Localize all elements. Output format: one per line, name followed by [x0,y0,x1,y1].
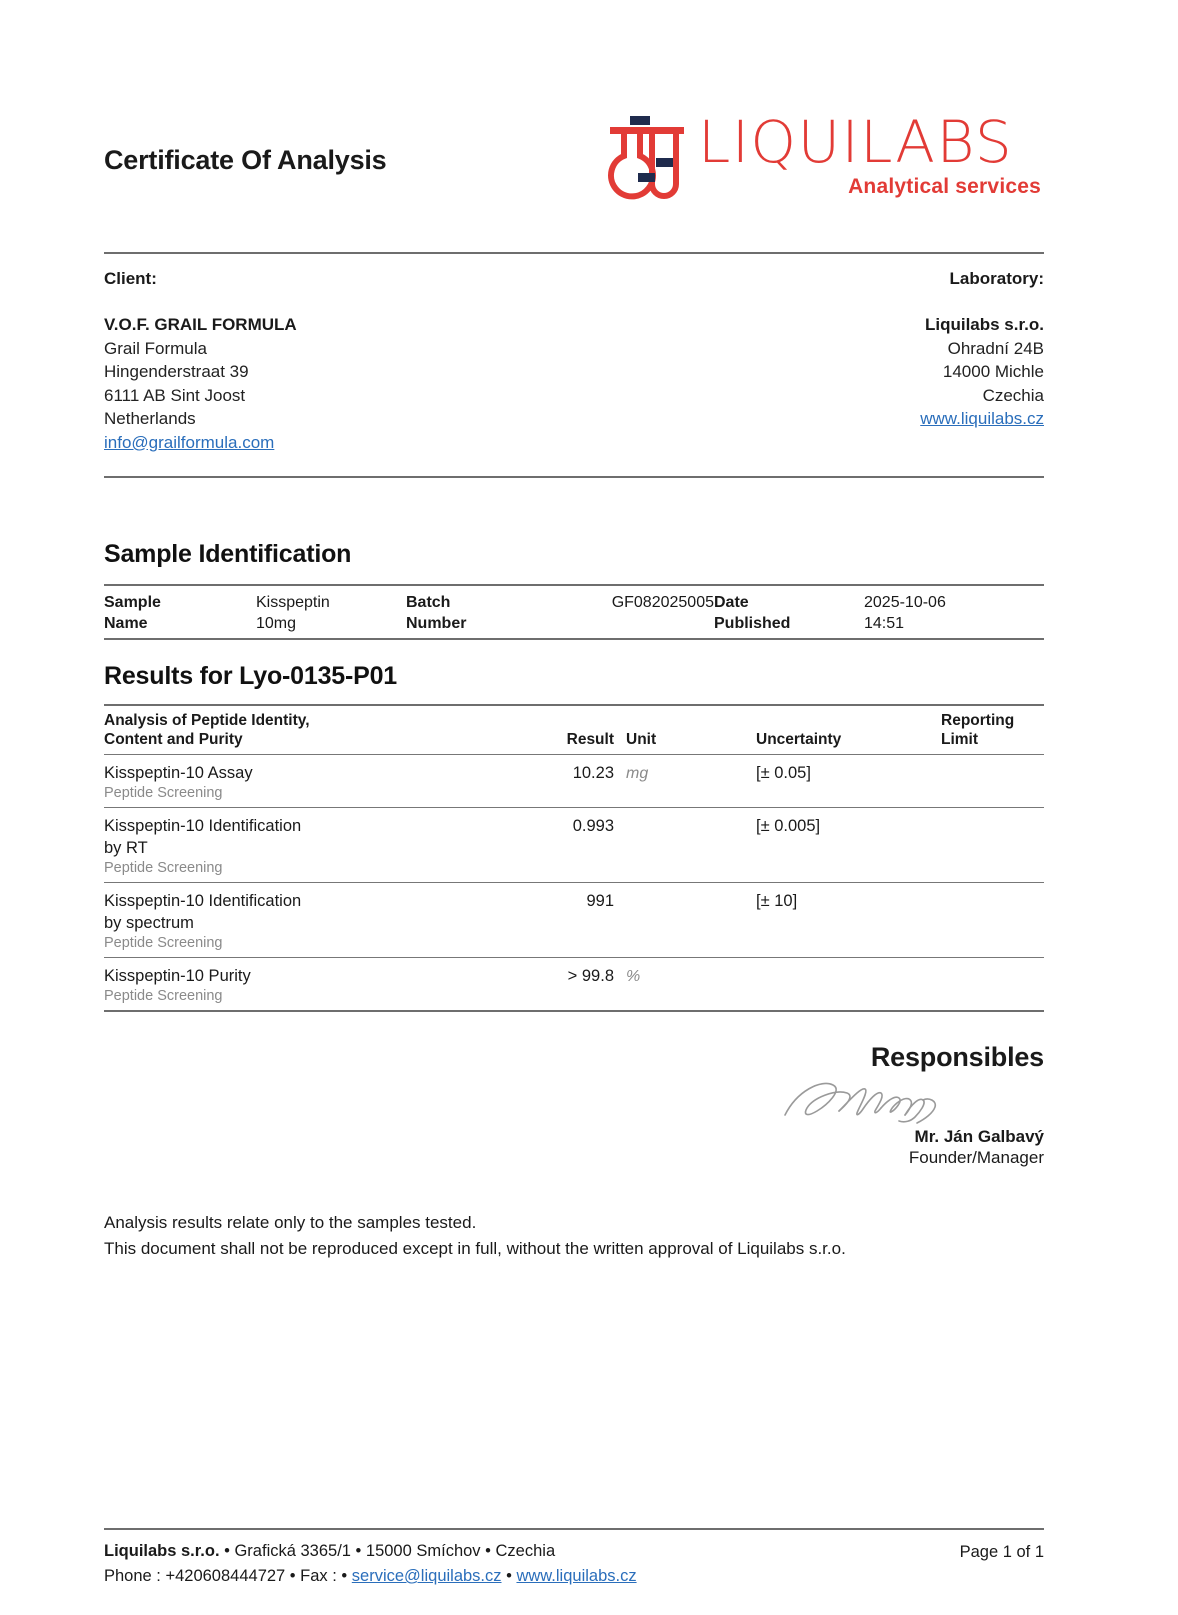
result-uncertainty [756,958,941,1011]
footer-content [104,1530,1044,1589]
laboratory-line-3: Czechia [982,385,1044,405]
client-address [104,313,297,454]
table-row [104,808,1044,883]
sample-name-value-line1: Kisspeptin [256,594,330,611]
result-name-line2: by spectrum [104,914,194,932]
logo-text [698,108,1044,199]
date-published-value-line2: 14:51 [864,615,905,632]
date-published-label-line1: Date [714,594,749,611]
footer-contact-line [104,1564,637,1589]
result-uncertainty: [± 0.05] [756,755,941,808]
result-uncertainty: [± 0.005] [756,808,941,883]
client-name: V.O.F. GRAIL FORMULA [104,315,297,334]
disclaimer-line-1: Analysis results relate only to the samples tested. [104,1213,477,1232]
result-name: Kisspeptin-10 Identification [104,892,302,910]
page-title: Certificate Of Analysis [104,145,387,175]
table-row [104,958,1044,1011]
company-logo [594,105,1044,220]
sample-name-value-line2: 10mg [256,615,297,632]
results-table [104,706,1044,1010]
result-category: Peptide Screening [104,860,223,876]
footer-company: Liquilabs s.r.o. [104,1542,220,1560]
responsible-name: Mr. Ján Galbavý [914,1127,1044,1146]
result-value: > 99.8 [504,958,626,1011]
page-number: Page 1 of 1 [959,1543,1044,1561]
laboratory-address [920,313,1044,454]
batch-number-label-line1: Batch [406,594,451,611]
sample-identification-title: Sample Identification [104,540,352,568]
col-analysis-header [104,706,504,755]
results-header-row [104,706,1044,755]
laboratory-website-link[interactable]: www.liquilabs.cz [920,409,1044,428]
result-name: Kisspeptin-10 Identification [104,817,302,835]
batch-number-label [406,586,566,638]
divider-results-bottom [104,1010,1044,1012]
logo-glassware-icon [594,110,694,210]
disclaimer-line-2: This document shall not be reproduced except in full, without the written approval of Liquilabs s.r.o. [104,1239,846,1258]
date-published-label-line2: Published [714,615,791,632]
laboratory-name: Liquilabs s.r.o. [924,315,1044,334]
address-heading-row [104,269,1044,289]
laboratory-heading: Laboratory: [949,269,1044,288]
result-reporting-limit [941,808,1044,883]
table-row [104,586,1044,638]
col-analysis-line1: Analysis of Peptide Identity, [104,712,310,729]
result-reporting-limit [941,755,1044,808]
laboratory-line-1: Ohradní 24B [947,338,1044,358]
laboratory-line-2: 14000 Michle [942,362,1044,381]
sample-identification-section [104,540,1044,640]
result-reporting-limit [941,958,1044,1011]
batch-number-value: GF082025005 [611,594,714,611]
result-category: Peptide Screening [104,785,223,801]
client-line-2: Hingenderstraat 39 [104,362,249,381]
sample-name-label-line2: Name [104,615,148,632]
client-heading: Client: [104,269,157,288]
sample-name-value [256,586,406,638]
col-analysis-line2: Content and Purity [104,731,243,748]
client-line-4: Netherlands [104,409,196,428]
client-line-3: 6111 AB Sint Joost [104,385,246,405]
client-line-1: Grail Formula [104,338,207,358]
sample-name-label-line1: Sample [104,594,161,611]
table-row [104,755,1044,808]
result-name: Kisspeptin-10 Purity [104,967,251,985]
result-analysis-cell [104,808,504,883]
result-value: 0.993 [504,808,626,883]
sample-identification-table [104,586,1044,638]
divider-top [104,252,1044,254]
client-email-link[interactable]: info@grailformula.com [104,432,275,452]
result-analysis-cell [104,958,504,1011]
result-category: Peptide Screening [104,935,223,951]
responsibles-title: Responsibles [870,1042,1044,1072]
result-unit: % [626,968,641,985]
address-details-row [104,313,1044,454]
col-result-header: Result [566,731,614,748]
result-unit: mg [626,765,649,782]
footer-address-line [104,1539,637,1564]
divider-address-bottom [104,476,1044,478]
col-uncertainty-header: Uncertainty [756,731,842,748]
col-reporting-limit-line2: Limit [941,731,979,748]
signature-icon [777,1075,962,1127]
disclaimer-section [104,1210,1044,1262]
logo-wordmark: LIQUILABS [698,108,1014,176]
footer [104,1528,1044,1589]
results-title: Results for Lyo-0135-P01 [104,662,397,690]
logo-tagline: Analytical services [848,175,1041,198]
footer-separator: • [501,1567,517,1585]
footer-email-link[interactable]: service@liquilabs.cz [351,1567,502,1585]
header-region [104,0,1044,198]
result-value: 991 [504,883,626,958]
batch-number-label-line2: Number [406,615,467,632]
result-value: 10.23 [504,755,626,808]
result-name: Kisspeptin-10 Assay [104,764,253,782]
footer-address: • Grafická 3365/1 • 15000 Smíchov • Czechia [219,1542,556,1560]
footer-website-link[interactable]: www.liquilabs.cz [516,1567,637,1585]
result-analysis-cell [104,883,504,958]
col-reporting-limit-header [941,706,1044,755]
result-analysis-cell [104,755,504,808]
address-section [104,252,1044,1262]
date-published-value [864,586,1044,638]
results-section [104,662,1044,1012]
col-reporting-limit-line1: Reporting [941,712,1015,729]
header [104,0,1044,198]
footer-phone: Phone : +420608444727 • Fax : • [104,1567,352,1585]
footer-left [104,1539,637,1589]
responsibles-section [104,1042,1044,1168]
col-unit-header: Unit [626,731,657,748]
divider-sample-bottom [104,638,1044,640]
date-published-value-line1: 2025-10-06 [864,594,946,611]
result-reporting-limit [941,883,1044,958]
table-row [104,883,1044,958]
result-name-line2: by RT [104,839,148,857]
signature-area [104,1073,1044,1125]
date-published-label [714,586,864,638]
responsible-role: Founder/Manager [908,1148,1044,1167]
result-category: Peptide Screening [104,988,223,1004]
result-uncertainty: [± 10] [756,883,941,958]
sample-name-label [104,586,256,638]
